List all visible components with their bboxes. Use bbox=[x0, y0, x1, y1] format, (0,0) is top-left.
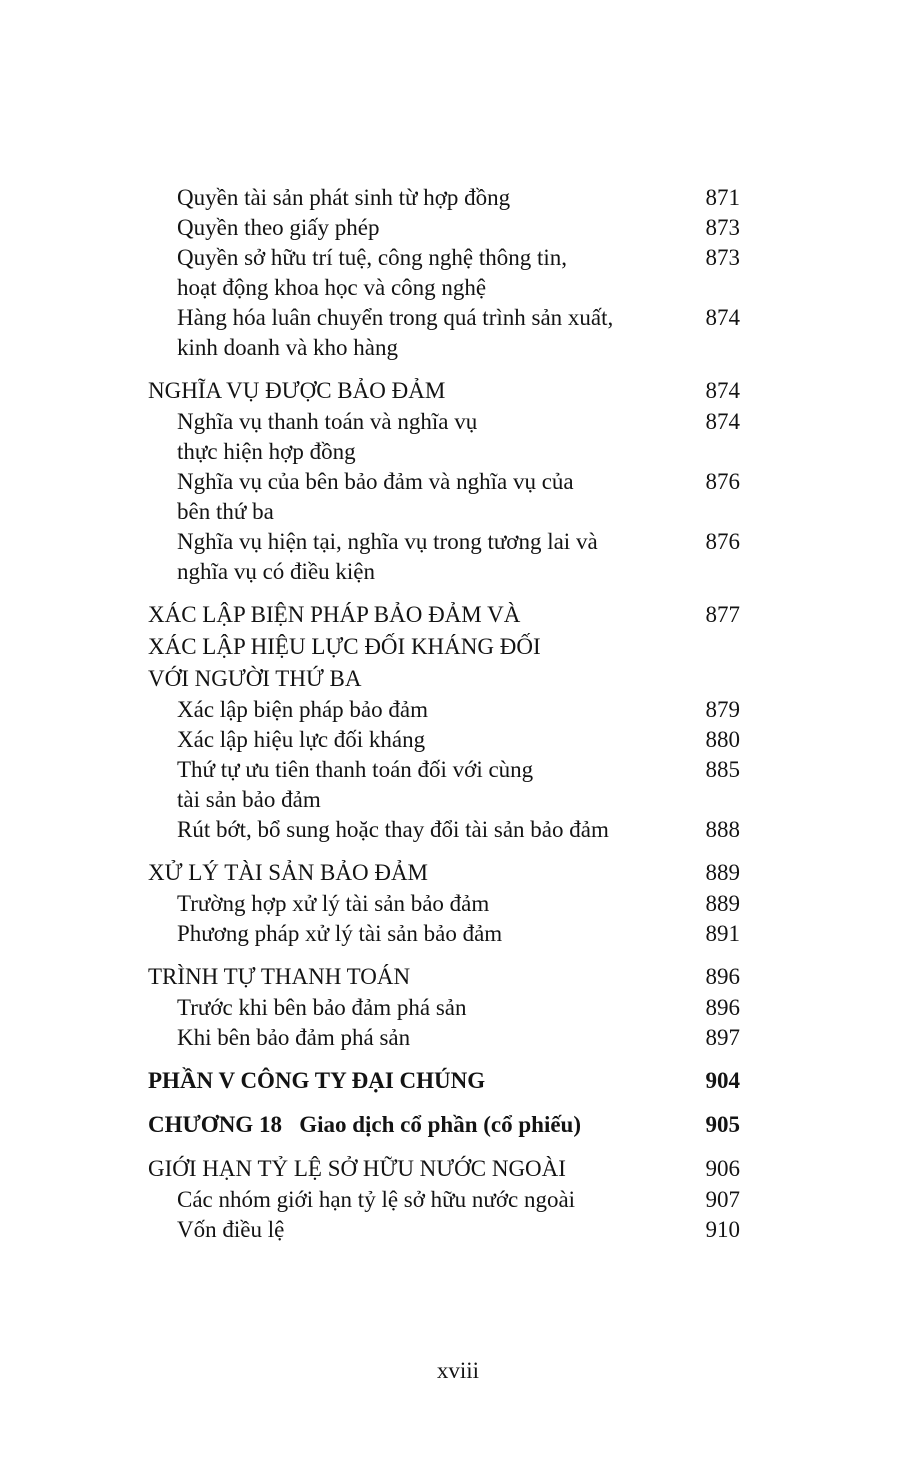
toc-section bbox=[148, 1065, 740, 1097]
toc-entry-line: VỚI NGƯỜI THỨ BA bbox=[148, 666, 362, 691]
toc-entry-line: GIỚI HẠN TỶ LỆ SỞ HỮU NƯỚC NGOÀI bbox=[148, 1156, 566, 1181]
toc-entry-title bbox=[148, 243, 692, 303]
toc-entry-page-number: 876 bbox=[705, 529, 740, 554]
toc-entry bbox=[148, 695, 740, 725]
toc-entry-line: PHẦN V CÔNG TY ĐẠI CHÚNG bbox=[148, 1068, 486, 1093]
toc-entry-line: hoạt động khoa học và công nghệ bbox=[177, 275, 487, 300]
toc-entry-line: Rút bớt, bổ sung hoặc thay đổi tài sản bảo đảm bbox=[177, 817, 609, 842]
toc-entry-line: Xác lập hiệu lực đối kháng bbox=[177, 727, 426, 752]
toc-entry bbox=[148, 213, 740, 243]
toc-entry-line: kinh doanh và kho hàng bbox=[177, 335, 399, 360]
toc-entry-line: CHƯƠNG 18 Giao dịch cổ phần (cổ phiếu) bbox=[148, 1112, 581, 1137]
toc-entry-title bbox=[148, 599, 692, 695]
toc-entry-page-number: 889 bbox=[705, 860, 740, 885]
toc-entry-page-number: 907 bbox=[705, 1187, 740, 1212]
toc-entry-title bbox=[148, 857, 692, 889]
toc-entry-line: Nghĩa vụ thanh toán và nghĩa vụ bbox=[177, 409, 478, 434]
toc-entry-page-number: 877 bbox=[705, 602, 740, 627]
footer-page-number: xviii bbox=[436, 1358, 480, 1383]
toc-entry-title bbox=[148, 467, 692, 527]
toc-entry bbox=[148, 1153, 740, 1185]
toc-entry-title bbox=[148, 815, 692, 845]
toc-entry bbox=[148, 961, 740, 993]
toc-entry-page-number: 888 bbox=[705, 817, 740, 842]
toc-entry-title bbox=[148, 755, 692, 815]
toc-section bbox=[148, 375, 740, 587]
toc-entry-page-number: 910 bbox=[705, 1217, 740, 1242]
toc-entry bbox=[148, 527, 740, 587]
toc-entry-title bbox=[148, 1153, 692, 1185]
toc-entry-title bbox=[148, 1185, 692, 1215]
toc-entry-line: XỬ LÝ TÀI SẢN BẢO ĐẢM bbox=[148, 860, 429, 885]
toc-entry-page-number: 889 bbox=[705, 891, 740, 916]
toc-entry-page-number: 873 bbox=[705, 245, 740, 270]
toc-entry bbox=[148, 303, 740, 363]
toc-entry-page-number: 885 bbox=[705, 757, 740, 782]
toc-entry-page-number: 874 bbox=[705, 305, 740, 330]
toc-entry-page-number: 873 bbox=[705, 215, 740, 240]
toc-entry-line: Quyền sở hữu trí tuệ, công nghệ thông tin, bbox=[177, 245, 568, 270]
toc-section bbox=[148, 599, 740, 845]
toc-entry-line: Vốn điều lệ bbox=[177, 1217, 285, 1242]
toc-entry-line: nghĩa vụ có điều kiện bbox=[177, 559, 376, 584]
toc-entry bbox=[148, 183, 740, 213]
toc-entry-page-number: 904 bbox=[705, 1068, 740, 1093]
toc-entry bbox=[148, 755, 740, 815]
toc-entry bbox=[148, 407, 740, 467]
toc-entry-title bbox=[148, 919, 692, 949]
toc-entry-title bbox=[148, 407, 692, 467]
toc-entry-line: bên thứ ba bbox=[177, 499, 274, 524]
toc-entry-page-number: 879 bbox=[705, 697, 740, 722]
toc-entry-title bbox=[148, 375, 692, 407]
toc-entry bbox=[148, 467, 740, 527]
toc-entry-line: thực hiện hợp đồng bbox=[177, 439, 356, 464]
toc-entry-title bbox=[148, 1215, 692, 1245]
toc-entry-title bbox=[148, 889, 692, 919]
toc-entry-title bbox=[148, 527, 692, 587]
toc-entry-page-number: 876 bbox=[705, 469, 740, 494]
toc-entry-line: XÁC LẬP BIỆN PHÁP BẢO ĐẢM VÀ bbox=[148, 602, 521, 627]
toc-entry-title bbox=[148, 303, 692, 363]
toc-entry-line: Nghĩa vụ hiện tại, nghĩa vụ trong tương lai và bbox=[177, 529, 598, 554]
toc-section bbox=[148, 857, 740, 949]
toc-entry-title bbox=[148, 1065, 692, 1097]
toc-entry bbox=[148, 1109, 740, 1141]
toc-entry-line: Các nhóm giới hạn tỷ lệ sở hữu nước ngoài bbox=[177, 1187, 576, 1212]
toc-entry bbox=[148, 1185, 740, 1215]
toc-entry-line: XÁC LẬP HIỆU LỰC ĐỐI KHÁNG ĐỐI bbox=[148, 634, 541, 659]
toc-entry-page-number: 897 bbox=[705, 1025, 740, 1050]
toc-entry bbox=[148, 243, 740, 303]
toc-section bbox=[148, 1153, 740, 1245]
toc-section bbox=[148, 961, 740, 1053]
toc-entry-line: Quyền tài sản phát sinh từ hợp đồng bbox=[177, 185, 511, 210]
toc-entry bbox=[148, 1023, 740, 1053]
toc-entry-page-number: 874 bbox=[705, 378, 740, 403]
toc-entry-line: NGHĨA VỤ ĐƯỢC BẢO ĐẢM bbox=[148, 378, 446, 403]
toc-entry-line: Nghĩa vụ của bên bảo đảm và nghĩa vụ của bbox=[177, 469, 574, 494]
toc-entry-title bbox=[148, 725, 692, 755]
toc-entry bbox=[148, 889, 740, 919]
toc-entry-page-number: 906 bbox=[705, 1156, 740, 1181]
toc-entry bbox=[148, 599, 740, 695]
toc-entry-page-number: 905 bbox=[705, 1112, 740, 1137]
toc-entry-page-number: 880 bbox=[705, 727, 740, 752]
toc-entry-title bbox=[148, 1023, 692, 1053]
toc-entry-title bbox=[148, 993, 692, 1023]
toc-entry-title bbox=[148, 213, 692, 243]
toc-entry bbox=[148, 1065, 740, 1097]
toc-entry-page-number: 891 bbox=[705, 921, 740, 946]
toc-entry-line: Khi bên bảo đảm phá sản bbox=[177, 1025, 411, 1050]
toc-section bbox=[148, 183, 740, 363]
toc-entry-page-number: 874 bbox=[705, 409, 740, 434]
toc-entry bbox=[148, 1215, 740, 1245]
toc-entry-page-number: 896 bbox=[705, 995, 740, 1020]
toc-entry-line: Quyền theo giấy phép bbox=[177, 215, 380, 240]
toc-entry bbox=[148, 725, 740, 755]
toc-entry-title bbox=[148, 1109, 692, 1141]
toc-entry-title bbox=[148, 961, 692, 993]
toc-entry-line: Trường hợp xử lý tài sản bảo đảm bbox=[177, 891, 490, 916]
toc-entry-line: Xác lập biện pháp bảo đảm bbox=[177, 697, 428, 722]
toc-entry bbox=[148, 919, 740, 949]
toc-entry-title bbox=[148, 183, 692, 213]
toc-entry-title bbox=[148, 695, 692, 725]
toc-entry-line: Hàng hóa luân chuyển trong quá trình sản xuất, bbox=[177, 305, 614, 330]
toc-entry-line: Trước khi bên bảo đảm phá sản bbox=[177, 995, 467, 1020]
toc-entry bbox=[148, 993, 740, 1023]
toc-entry-page-number: 896 bbox=[705, 964, 740, 989]
toc-entry-line: Thứ tự ưu tiên thanh toán đối với cùng bbox=[177, 757, 534, 782]
toc-entry-line: TRÌNH TỰ THANH TOÁN bbox=[148, 964, 411, 989]
toc-entry-line: tài sản bảo đảm bbox=[177, 787, 321, 812]
toc-entry bbox=[148, 857, 740, 889]
toc-entry bbox=[148, 375, 740, 407]
toc-entry-page-number: 871 bbox=[705, 185, 740, 210]
toc-entry bbox=[148, 815, 740, 845]
toc bbox=[148, 183, 740, 1245]
toc-section bbox=[148, 1109, 740, 1141]
toc-entry-line: Phương pháp xử lý tài sản bảo đảm bbox=[177, 921, 503, 946]
